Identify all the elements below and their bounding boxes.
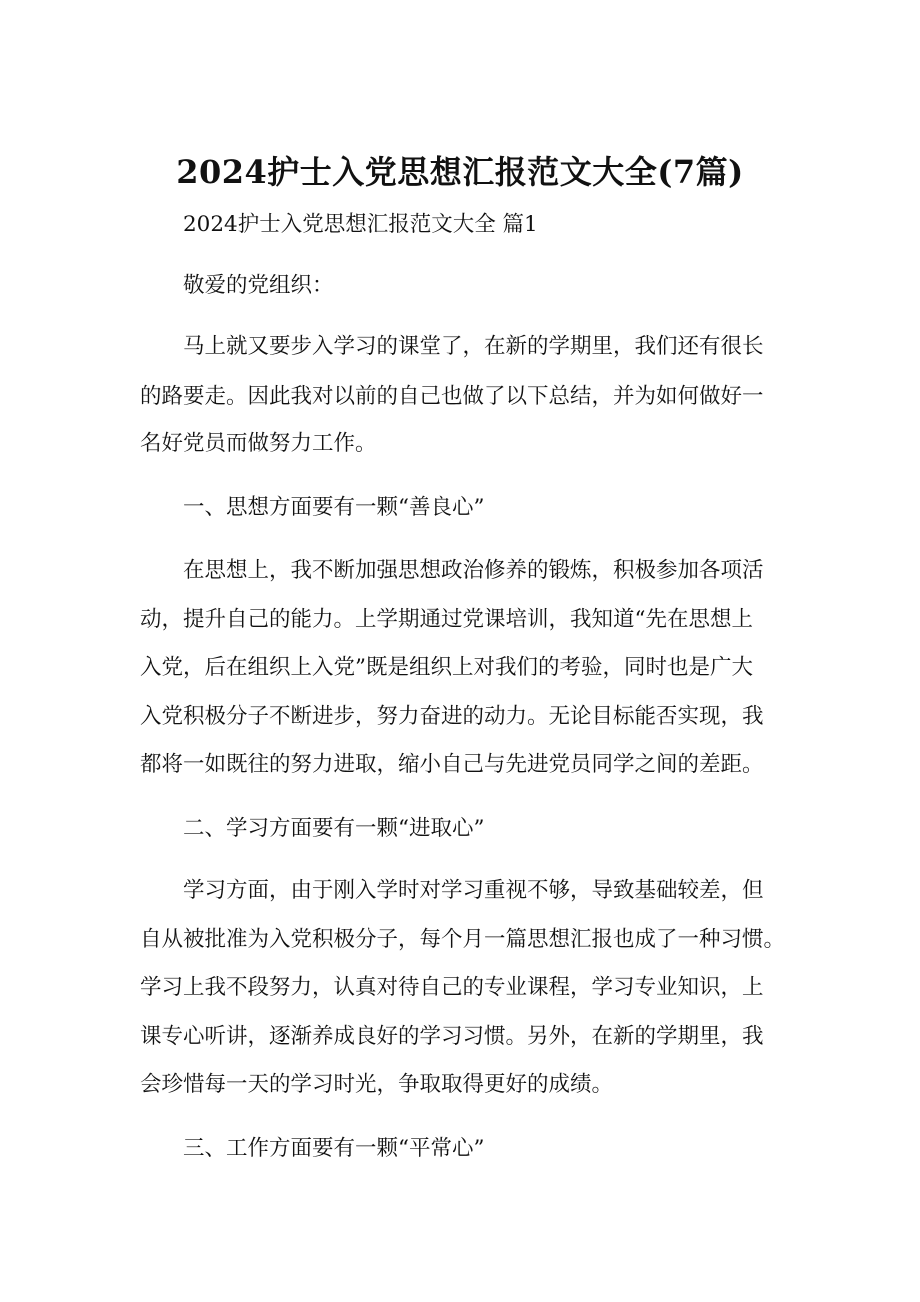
paragraph-line: 自从被批准为入党积极分子，每个月一篇思想汇报也成了一种习惯。	[140, 927, 786, 952]
document-title: 2024护士入党思想汇报范文大全(7篇)	[176, 153, 744, 191]
paragraph-line: 的路要走。因此我对以前的自己也做了以下总结，并为如何做好一	[140, 384, 764, 409]
paragraph-line: 动，提升自己的能力。上学期通过党课培训，我知道“先在思想上	[140, 607, 753, 632]
paragraph-line: 入党积极分子不断进步，努力奋进的动力。无论目标能否实现，我	[140, 704, 764, 729]
paragraph-line: 马上就又要步入学习的课堂了，在新的学期里，我们还有很长	[183, 334, 764, 359]
section-heading: 一、思想方面要有一颗“善良心”	[183, 495, 485, 520]
salutation: 敬爱的党组织：	[183, 273, 334, 298]
paragraph-line: 入党，后在组织上入党”既是组织上对我们的考验，同时也是广大	[140, 655, 753, 680]
section-heading: 二、学习方面要有一颗“进取心”	[183, 816, 485, 841]
paragraph-line: 会珍惜每一天的学习时光，争取取得更好的成绩。	[140, 1072, 614, 1097]
paragraph-line: 学习上我不段努力，认真对待自己的专业课程，学习专业知识，上	[140, 975, 764, 1000]
paragraph-line: 都将一如既往的努力进取，缩小自己与先进党员同学之间的差距。	[140, 752, 764, 777]
article-subtitle: 2024护士入党思想汇报范文大全 篇1	[183, 212, 538, 237]
paragraph-line: 学习方面，由于刚入学时对学习重视不够，导致基础较差，但	[183, 878, 764, 903]
paragraph-line: 名好党员而做努力工作。	[140, 431, 377, 456]
paragraph-line: 在思想上，我不断加强思想政治修养的锻炼，积极参加各项活	[183, 558, 764, 583]
section-heading: 三、工作方面要有一颗“平常心”	[183, 1136, 485, 1161]
paragraph-line: 课专心听讲，逐渐养成良好的学习习惯。另外，在新的学期里，我	[140, 1024, 764, 1049]
